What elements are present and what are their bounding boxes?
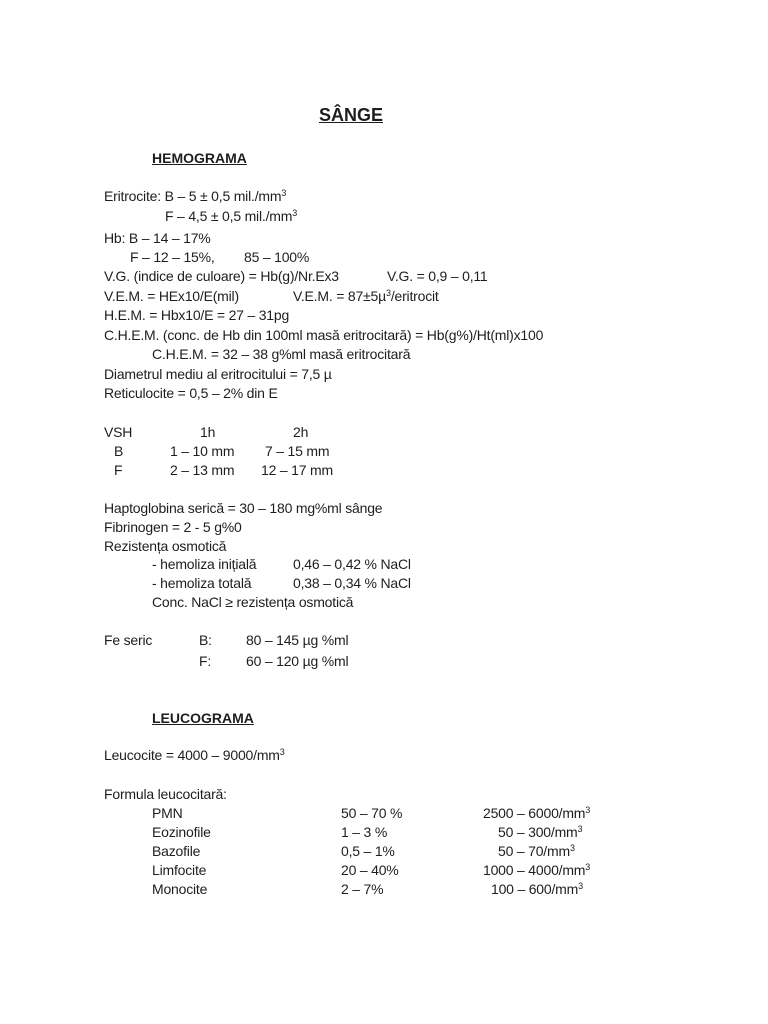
leuco-row-absolute-text: 2500 – 6000/mm	[483, 805, 586, 821]
fe-seric-label: Fe seric	[104, 632, 153, 648]
vsh-row-f-1h: 2 – 13 mm	[170, 462, 235, 478]
hb-f-percent: 85 – 100%	[244, 249, 310, 265]
hem-line: H.E.M. = Hbx10/E = 27 – 31pg	[104, 307, 290, 323]
hb-b-line: Hb: B – 14 – 17%	[104, 230, 211, 246]
leuco-row-percent: 1 – 3 %	[341, 824, 388, 840]
vem-exponent: 3	[386, 288, 391, 298]
leuco-row-percent: 0,5 – 1%	[341, 843, 395, 859]
vsh-label: VSH	[104, 424, 133, 440]
leuco-row-absolute-text: 50 – 70/mm	[498, 843, 570, 859]
leuco-row-exponent: 3	[578, 881, 583, 891]
haptoglobina-line: Haptoglobina serică = 30 – 180 mg%ml sânge	[104, 500, 383, 516]
fe-row-f-value: 60 – 120 µg %ml	[246, 653, 349, 669]
vsh-row-f-2h: 12 – 17 mm	[261, 462, 333, 478]
hemoliza-totala-value: 0,38 – 0,34 % NaCl	[293, 575, 411, 591]
vg-value: V.G. = 0,9 – 0,11	[387, 268, 488, 284]
vsh-row-b-1h: 1 – 10 mm	[170, 443, 235, 459]
leuco-row-absolute	[483, 862, 590, 879]
chem-value: C.H.E.M. = 32 – 38 g%ml masă eritrocitară	[152, 346, 411, 362]
leuco-row-name: PMN	[152, 805, 183, 821]
leuco-row-absolute-text: 100 – 600/mm	[491, 881, 579, 897]
leuco-row-percent: 20 – 40%	[341, 862, 399, 878]
reticulocite-line: Reticulocite = 0,5 – 2% din E	[104, 385, 278, 401]
vsh-row-b-2h: 7 – 15 mm	[265, 443, 330, 459]
vem-value: V.E.M. = 87±5µ	[293, 288, 386, 304]
hemograma-heading: HEMOGRAMA	[152, 150, 247, 166]
vem-formula: V.E.M. = HEx10/E(mil)	[104, 288, 239, 304]
leucocite-line	[104, 747, 285, 764]
leuco-row-absolute-text: 50 – 300/mm	[498, 824, 578, 840]
hb-f-line: F – 12 – 15%,	[130, 249, 215, 265]
rezistenta-line: Rezistența osmotică	[104, 538, 227, 554]
leuco-row-exponent: 3	[569, 843, 575, 853]
fe-row-b-sex: B:	[199, 632, 212, 648]
fe-row-f-sex: F:	[199, 653, 212, 669]
eritrocite-b-text: Eritrocite: B – 5 ± 0,5 mil./mm	[104, 188, 282, 204]
leuco-row-absolute	[498, 824, 582, 841]
leuco-row-absolute	[491, 881, 583, 898]
fibrinogen-line: Fibrinogen = 2 - 5 g%0	[104, 519, 242, 535]
diametru-line: Diametrul mediu al eritrocitului = 7,5 µ	[104, 366, 332, 382]
hemoliza-totala-label: - hemoliza totală	[152, 575, 252, 591]
leuco-row-exponent: 3	[577, 824, 583, 834]
leuco-row-percent: 2 – 7%	[341, 881, 384, 897]
formula-leucocitara-line: Formula leucocitară:	[104, 786, 227, 802]
eritrocite-f-line	[165, 208, 297, 225]
hemoliza-initiala-value: 0,46 – 0,42 % NaCl	[293, 556, 411, 572]
vem-value-tail: /eritrocit	[390, 288, 439, 304]
leucocite-exponent: 3	[279, 747, 285, 757]
leuco-row-name: Eozinofile	[152, 824, 211, 840]
leuco-row-exponent: 3	[585, 805, 591, 815]
leuco-row-absolute	[498, 843, 575, 860]
vsh-row-b-sex: B	[114, 443, 124, 459]
page-title: SÂNGE	[319, 105, 384, 125]
eritrocite-b-line	[104, 188, 286, 205]
leucocite-text: Leucocite = 4000 – 9000/mm	[104, 747, 280, 763]
eritrocite-b-exponent: 3	[281, 188, 287, 198]
vem-value-line	[293, 288, 439, 305]
eritrocite-f-exponent: 3	[292, 208, 297, 218]
chem-formula: C.H.E.M. (conc. de Hb din 100ml masă eritrocitară) = Hb(g%)/Ht(ml)x100	[104, 327, 544, 343]
leuco-row-percent: 50 – 70 %	[341, 805, 403, 821]
hemoliza-initiala-label: - hemoliza inițială	[152, 556, 257, 572]
leuco-row-absolute	[483, 805, 590, 822]
leuco-row-absolute-text: 1000 – 4000/mm	[483, 862, 586, 878]
leuco-row-name: Bazofile	[152, 843, 201, 859]
vsh-row-f-sex: F	[114, 462, 123, 478]
leuco-row-name: Limfocite	[152, 862, 207, 878]
leuco-row-exponent: 3	[585, 862, 591, 872]
vsh-col-1h: 1h	[200, 424, 216, 440]
vg-formula: V.G. (indice de culoare) = Hb(g)/Nr.Ex3	[104, 268, 339, 284]
leucograma-heading: LEUCOGRAMA	[152, 710, 254, 726]
leuco-row-name: Monocite	[152, 881, 208, 897]
eritrocite-f-text: F – 4,5 ± 0,5 mil./mm	[165, 208, 293, 224]
fe-row-b-value: 80 – 145 µg %ml	[246, 632, 349, 648]
conc-nacl-line: Conc. NaCl ≥ rezistența osmotică	[152, 594, 354, 610]
vsh-col-2h: 2h	[293, 424, 309, 440]
